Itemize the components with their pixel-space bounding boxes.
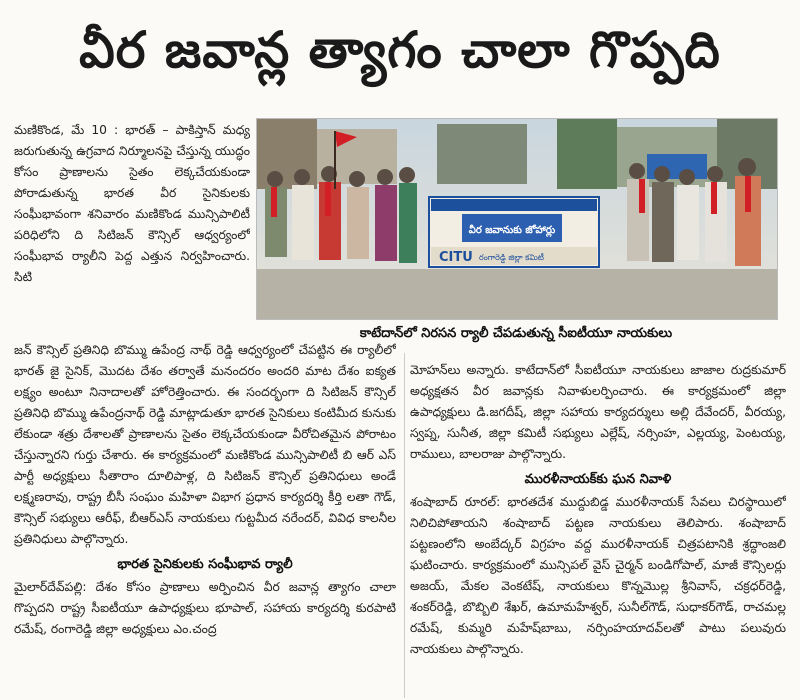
section-rally-body: మైలార్‌దేవ్‌పల్లి: దేశం కోసం ప్రాణాలు అర్పించిన వీర జవాన్ల త్యాగం చాలా గొప్పదని రాష్ట్ర సీఐటీయూ ఉపాధ్యక్షులు భూపాల్, సహాయ కార్యదర్శి కురపాటి రమేష్, రంగారెడ్డి జిల్లా అధ్యక్షులు ఎం.చంద్ర	[14, 580, 396, 636]
section-heading-rally: భారత సైనికులకు సంఘీభావ ర్యాలీ	[117, 557, 293, 572]
article-lead-paragraph: మణికొండ, మే 10 : భారత్ – పాకిస్తాన్ మధ్య జరుగుతున్న ఉగ్రవాద నిర్మూలనపై చేస్తున్న యుద్ధం కోసం ప్రాణాలను సైతం లెక్కచేయకుండా పోరాడుతున్న భారత వీర సైనికులకు సంఘీభావంగా శనివారం మణికొండ మున్సిపాలిటీ పరిధిలోని ది సిటిజన్ కౌన్సిల్ ఆధ్వర్యంలో సంఘీభావ ర్యాలీని పెద్ద ఎత్తున నిర్వహించారు. సిటి	[14, 123, 250, 284]
section-tribute-body: శంషాబాద్ రూరల్: భారతదేశ ముద్దుబిడ్డ మురళీనాయక్ సేవలు చిరస్థాయిలో నిలిచిపోతాయని శంషాబాద్ పట్టణ నాయకులు తెలిపారు. శంషాబాద్ పట్టణంలోని అంబేద్కర్ విగ్రహం వద్ద మురళీనాయక్ చిత్రపటానికి శ్రద్ధాంజలి ఘటించారు. కార్యక్రమంలో మున్సిపల్ వైస్ చైర్మన్ బండిగోపాల్, మాజీ కౌన్సిలర్లు అజయ్, మేకల వెంకటేష్, నాయకులు కొన్నమొల్ల శ్రీనివాస్, చక్రధర్‌రెడ్డి, శంకర్‌రెడ్డి, బొబ్బిలి శేఖర్, ఉమామహేశ్వర్, సునీల్‌గౌడ్, సుధాకర్‌గౌడ్, రాచమల్ల రమేష్, కుమ్మరి మహేష్‌బాబు, నర్సింహయాదవ్‌లతో పాటు పలువురు నాయకులు పాల్గొన్నారు.	[410, 495, 786, 656]
citu-banner	[429, 197, 599, 267]
section-heading-tribute: మురళీనాయక్‌కు ఘన నివాళి	[524, 472, 672, 487]
banner-subtitle: రంగారెడ్డి జిల్లా కమిటీ	[479, 253, 544, 262]
rally-photo	[257, 119, 777, 319]
banner-brand: CITU	[439, 250, 473, 265]
section-rally-body-continued: మోహన్‌లు అన్నారు. కాటేదాన్‌లో సీఐటీయూ నాయకులు జాజాల రుద్రకుమార్ అధ్యక్షతన వీర జవాన్లకు నివాళులర్పించారు. ఈ కార్యక్రమంలో జిల్లా ఉపాధ్యక్షులు డి.జగదీష్, జిల్లా సహాయ కార్యదర్శులు అల్లి దేవేందర్, వీరయ్య, స్వప్న, సునీత, జిల్లా కమిటీ సభ్యులు ఎల్లేష్, నర్సింహ, ఎల్లయ్య, పెంటయ్య, రాములు, బాలరాజు పాల్గొన్నారు.	[410, 363, 786, 461]
article-column-1	[14, 120, 250, 310]
article-column-3	[410, 360, 786, 698]
banner-title: వీర జవానుకు జోహార్లు	[468, 225, 556, 236]
photo-caption: కాటేదాన్‌లో నిరసన ర్యాలీ చేపడుతున్న సీఐటీయూ నాయకులు	[359, 326, 673, 341]
column-divider	[404, 353, 405, 698]
headline: వీర జవాన్ల త్యాగం చాలా గొప్పది	[79, 20, 721, 79]
news-photo	[256, 118, 778, 320]
article-body-paragraph: జన్ కౌన్సిల్ ప్రతినిధి బొమ్ము ఉపేంద్ర నాథ్ రెడ్డి ఆధ్వర్యంలో చేపట్టిన ఈ ర్యాలీలో భారత్ జై సైనిక్, మొదట దేశం తర్వాతే మనందరం అందరి మాట దేశం ఐక్యత లక్ష్యం అంటూ నినాదాలతో హోరెత్తించారు. ఈ సందర్భంగా ది సిటిజన్ కౌన్సిల్ ప్రతినిధి బొమ్ము ఉపేంద్రనాథ్ రెడ్డి మాట్లాడుతూ భారత సైనికులు కంటిమీద కునుకు లేకుండా శత్రు దేశాలతో ప్రాణాలను సైతం లెక్కచేయకుండా వీరోచితమైన పోరాటం చేస్తున్నారని గుర్తు చేశారు. ఈ కార్యక్రమంలో మణికొండ మున్సిపాలిటీ బి ఆర్ ఎస్ పార్టీ అధ్యక్షులు సీతారాం దూలిపాళ్ల, ది సిటిజన్ కౌన్సిల్ ప్రతినిధులు అండే లక్ష్మణరావు, రాష్ట్ర బీసీ సంఘం మహిళా విభాగ ప్రధాన కార్యదర్శి కీర్తి లతా గౌడ్, కౌన్సిల్ సభ్యులు ఆరీఫ్, బీఆర్ఎస్ నాయకులు గుట్టమీద నరేందర్, వివిధ కాలనీల ప్రతినిధులు పాల్గొన్నారు.	[14, 343, 396, 546]
article-column-2	[14, 340, 396, 698]
